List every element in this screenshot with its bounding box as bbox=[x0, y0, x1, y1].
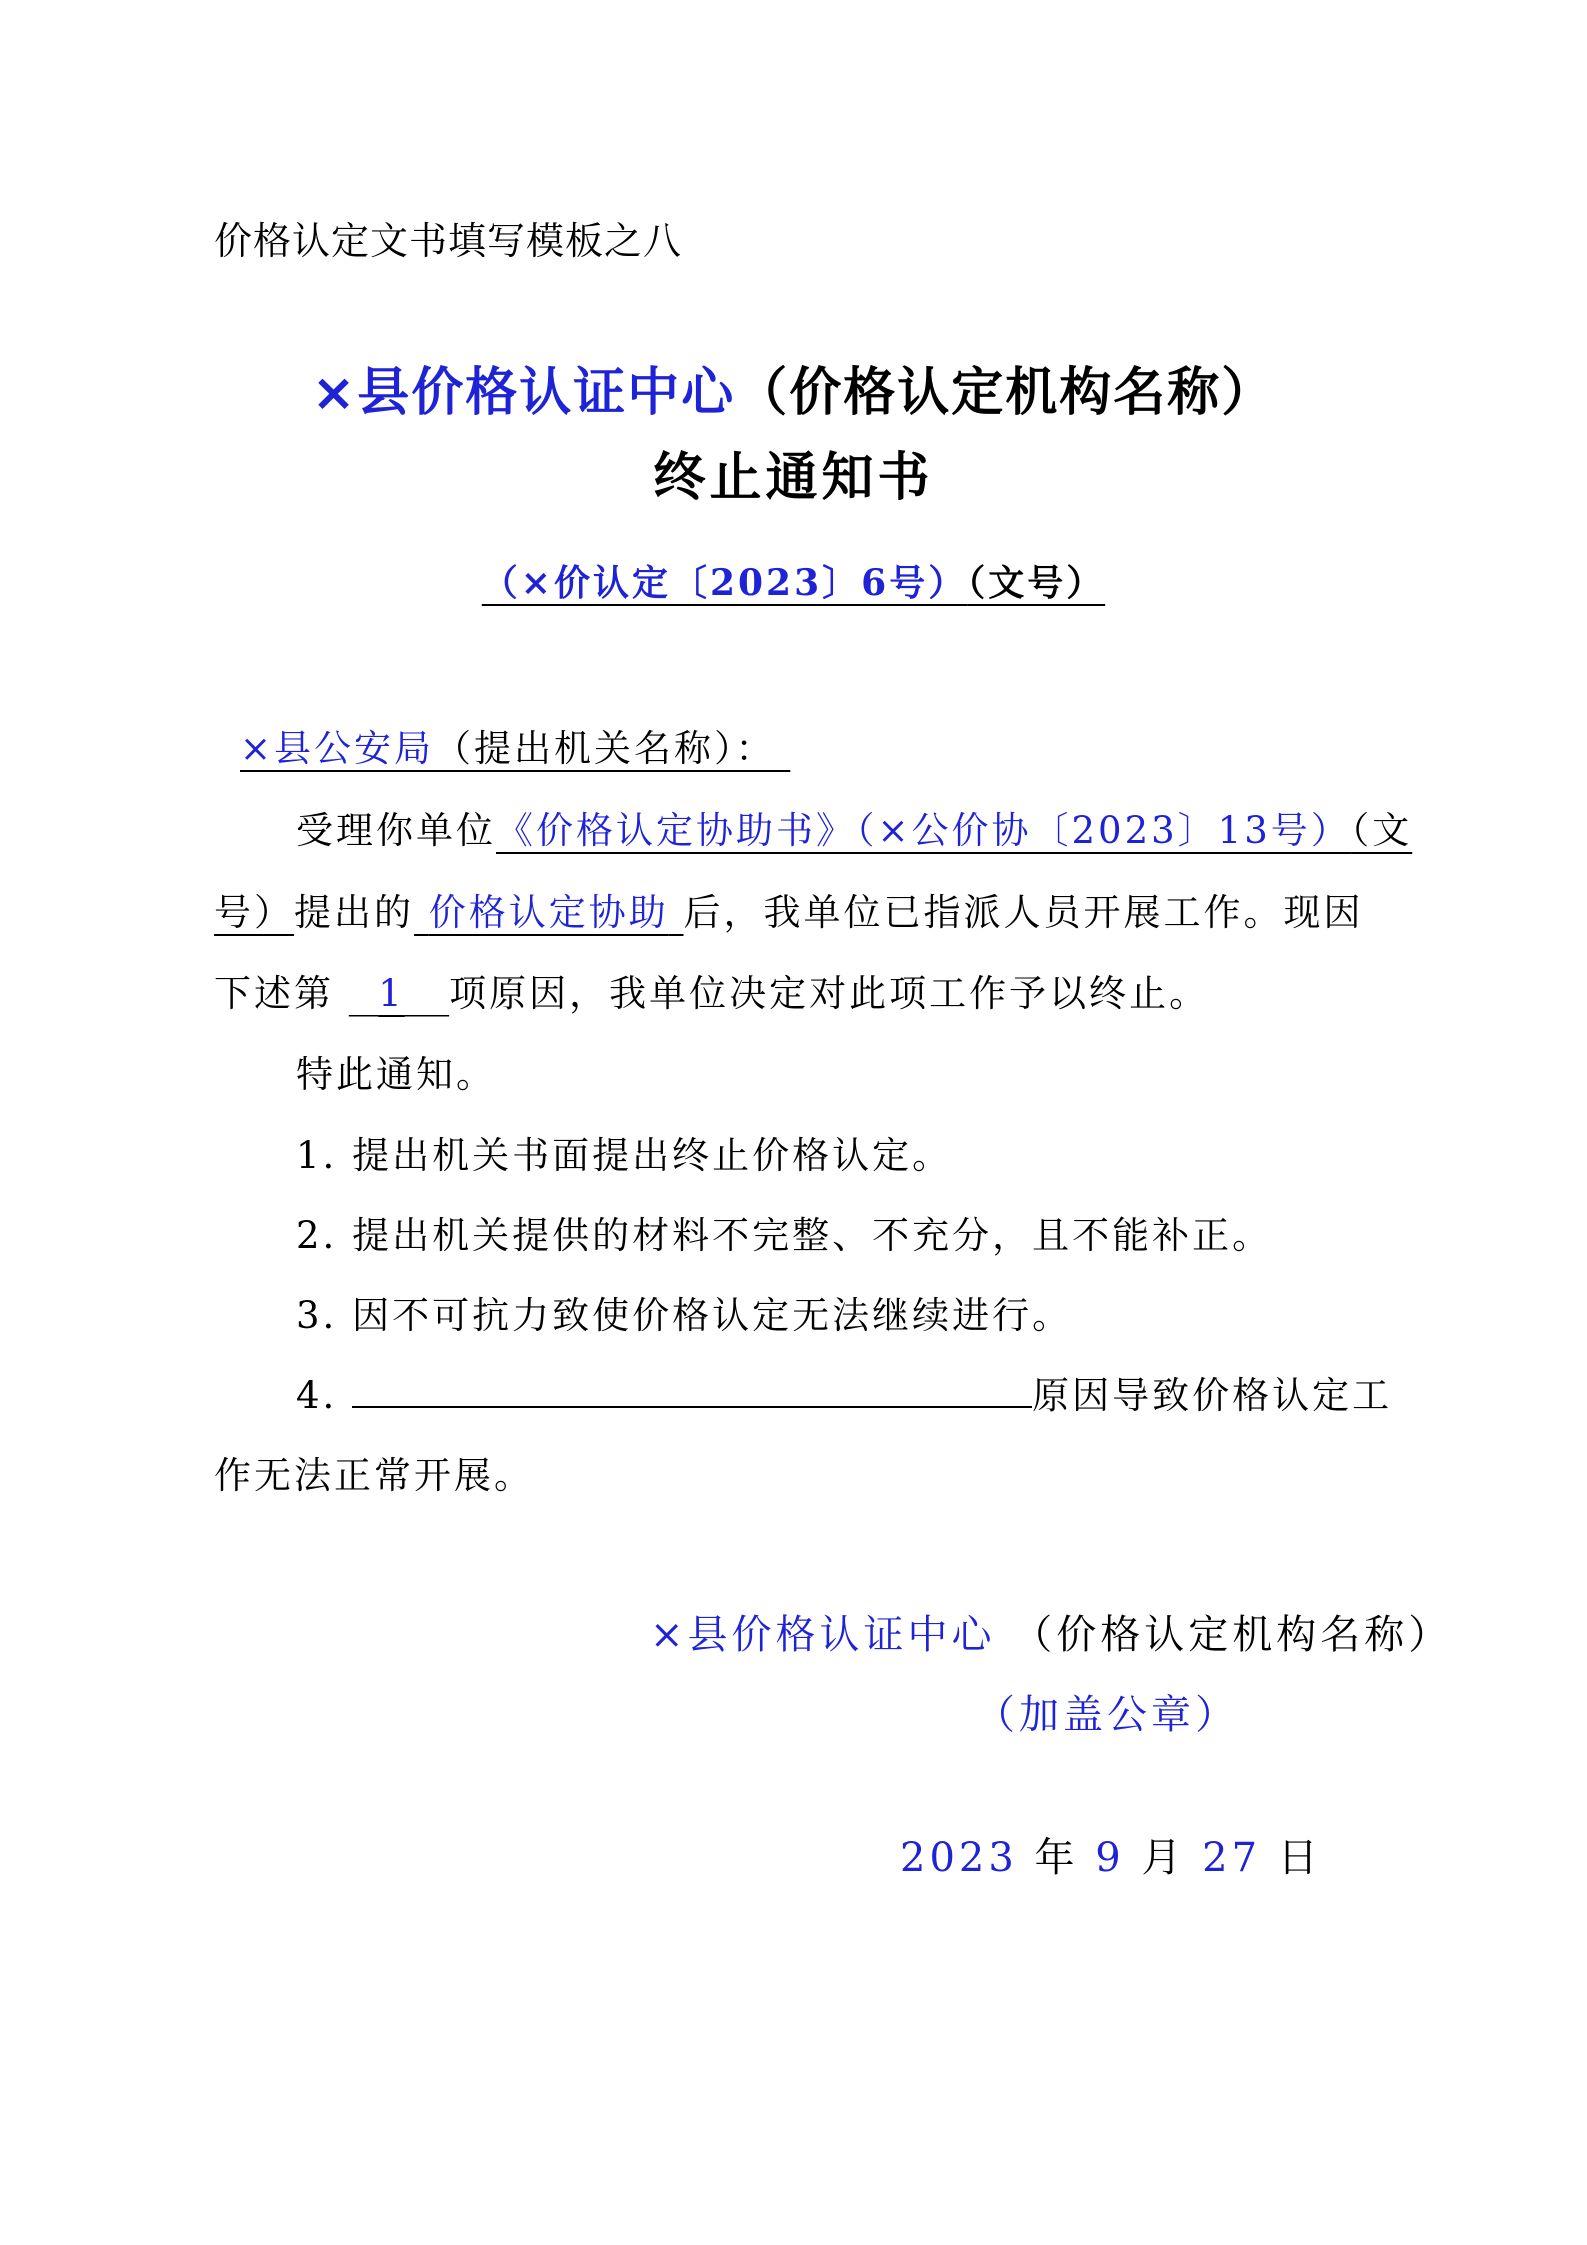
date-year-unit: 年 bbox=[1034, 1835, 1079, 1881]
body-text: 受理你单位 bbox=[296, 809, 496, 852]
body-line-1 bbox=[296, 800, 1412, 854]
reason-number: 2. bbox=[296, 1214, 338, 1257]
body-text: 后，我单位已指派人员开展工作。现因 bbox=[683, 891, 1364, 934]
reason-number-value: 1 bbox=[378, 972, 405, 1015]
request-reference-hint-cont: 号） bbox=[214, 891, 294, 934]
reason-number: 1. bbox=[296, 1134, 338, 1177]
date-year: 2023 bbox=[900, 1835, 1018, 1881]
date-day-unit: 日 bbox=[1277, 1835, 1322, 1881]
date-day: 27 bbox=[1202, 1835, 1262, 1881]
addressee-hint: （提出机关名称）： bbox=[434, 727, 776, 770]
signature-org-hint: （价格认定机构名称） bbox=[1012, 1612, 1453, 1658]
addressee-line bbox=[240, 727, 790, 770]
document-title-type: 终止通知书 bbox=[653, 448, 934, 508]
reason-number: 3. bbox=[296, 1294, 338, 1337]
reason-item-4 bbox=[296, 1365, 1392, 1419]
title-org-hint: （价格认定机构名称） bbox=[735, 363, 1276, 423]
addressee-name: ×县公安局 bbox=[240, 727, 435, 770]
reason-text: 原因导致价格认定工 bbox=[1032, 1374, 1393, 1417]
signature-org-name: ×县价格认证中心 bbox=[650, 1612, 996, 1658]
reason-text: 提出机关书面提出终止价格认定。 bbox=[352, 1134, 953, 1177]
reason-number-field bbox=[349, 972, 449, 1015]
seal-placeholder: （加盖公章） bbox=[975, 1692, 1239, 1738]
body-line-2 bbox=[214, 882, 1364, 936]
notice-line: 特此通知。 bbox=[296, 1053, 496, 1096]
title-org-name: ×县价格认证中心 bbox=[311, 363, 736, 423]
request-item-value: 价格认定协助 bbox=[428, 891, 669, 934]
body-text: 项原因，我单位决定对此项工作予以终止。 bbox=[449, 972, 1210, 1015]
reason-text: 提出机关提供的材料不完整、不充分，且不能补正。 bbox=[352, 1214, 1273, 1257]
request-reference-hint: （文 bbox=[1350, 809, 1413, 852]
body-text: 提出的 bbox=[294, 891, 414, 934]
addressee bbox=[240, 718, 790, 772]
document-number bbox=[0, 555, 1587, 606]
reason-text: 因不可抗力致使价格认定无法继续进行。 bbox=[352, 1294, 1073, 1337]
request-reference bbox=[496, 809, 1412, 852]
date-month-unit: 月 bbox=[1141, 1835, 1186, 1881]
document-date bbox=[900, 1826, 1322, 1883]
request-reference-value: 《价格认定协助书》（×公价协〔2023〕13号） bbox=[496, 809, 1351, 852]
signature-org bbox=[650, 1603, 1452, 1660]
reason-item-3 bbox=[296, 1285, 1072, 1339]
other-reason-blank[interactable] bbox=[352, 1372, 1032, 1408]
document-title-org bbox=[0, 350, 1587, 425]
document-number-hint: （文号） bbox=[967, 562, 1106, 604]
reason-number: 4. bbox=[296, 1374, 338, 1417]
template-label: 价格认定文书填写模板之八 bbox=[214, 219, 683, 263]
date-month: 9 bbox=[1095, 1835, 1125, 1881]
document-number-value: （×价认定〔2023〕6号） bbox=[481, 562, 968, 604]
reason-item-4-cont: 作无法正常开展。 bbox=[214, 1454, 534, 1497]
body-text: 下述第 bbox=[214, 972, 334, 1015]
reason-item-2 bbox=[296, 1205, 1272, 1259]
request-item-field bbox=[414, 891, 684, 934]
reason-item-1 bbox=[296, 1125, 952, 1179]
body-line-3 bbox=[214, 963, 1209, 1017]
document-number-line bbox=[482, 562, 1105, 604]
